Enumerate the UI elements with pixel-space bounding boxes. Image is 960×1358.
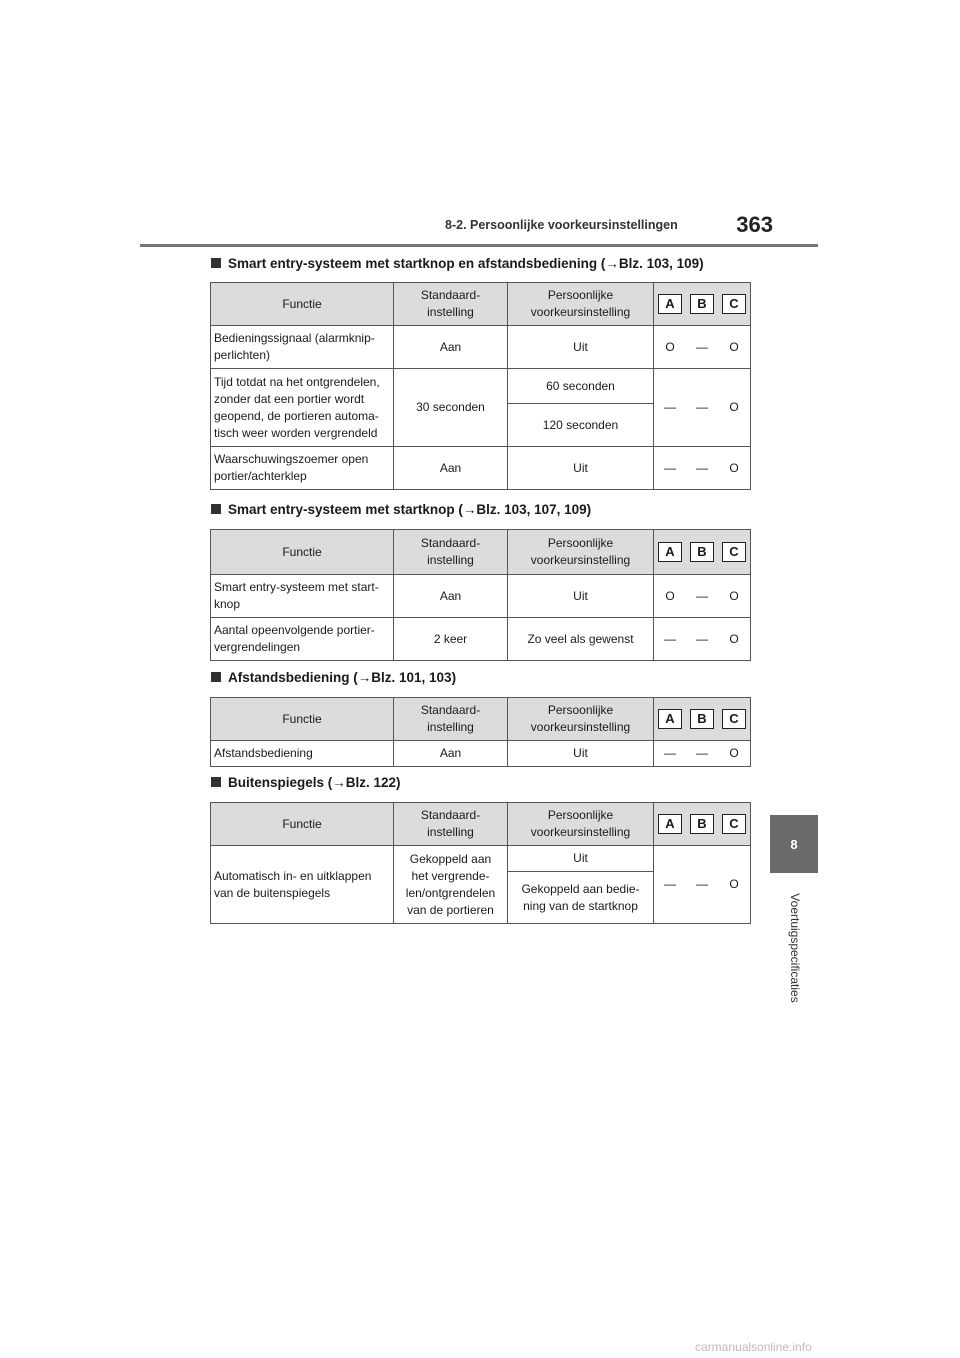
table-row: Gekoppeld aan bedie- ning van de startknop (211, 872, 751, 924)
chapter-number: 8 (790, 836, 798, 852)
header-abc (654, 283, 751, 326)
table-row: Waarschuwingszoemer open portier/achterklep Aan Uit — — O (211, 447, 751, 490)
label-a: A (658, 294, 682, 314)
square-bullet-icon (211, 777, 221, 787)
label-b: B (690, 294, 714, 314)
square-bullet-icon (211, 672, 221, 682)
header-persoonlijk: Persoonlijke voorkeursinstelling (508, 283, 654, 326)
arrow-icon: → (357, 670, 372, 685)
chapter-side-label (785, 885, 805, 1010)
table-header-row: Functie Standaard- instelling Persoonlijke voorkeursinstelling A B C (211, 530, 751, 575)
table-row: Afstandsbediening Aan Uit — — O (211, 741, 751, 767)
table-row: Smart entry-systeem met start- knop Aan Uit O — O (211, 575, 751, 618)
settings-table-1 (210, 282, 751, 490)
chapter-title: Voertuigspecificaties (788, 892, 802, 1003)
page-header (140, 212, 818, 248)
page-number: 363 (736, 212, 773, 237)
header-functie: Functie (211, 283, 394, 326)
watermark: carmanualsonline.info (695, 1340, 812, 1354)
table-row: Tijd totdat na het ontgrendelen, zonder dat een portier wordt geopend, de portieren automa- tisch weer worden vergrendeld 30 seconden 60 seconden — — O (211, 369, 751, 404)
arrow-icon: → (332, 775, 346, 790)
section-heading-4: Buitenspiegels (→Blz. 122) (211, 775, 401, 790)
table-header-row (211, 283, 751, 326)
section-title: 8-2. Persoonlijke voorkeursinstellingen (445, 218, 678, 232)
table-row: Automatisch in- en uitklappen van de buitenspiegels Gekoppeld aan het vergrende- len/ontgrendelen van de portieren Uit — — O (211, 846, 751, 872)
arrow-icon: → (605, 256, 619, 271)
settings-table-2 (210, 529, 751, 661)
settings-table-3 (210, 697, 751, 767)
table-header-row: Functie Standaard- instelling Persoonlijke voorkeursinstelling A B C (211, 698, 751, 741)
square-bullet-icon (211, 504, 221, 514)
header-standaard: Standaard- instelling (394, 283, 508, 326)
table-header-row: Functie Standaard- instelling Persoonlijke voorkeursinstelling A B C (211, 803, 751, 846)
settings-table-4 (210, 802, 751, 924)
section-heading-3: Afstandsbediening (→Blz. 101, 103) (211, 670, 456, 685)
table-row: Aantal opeenvolgende portier- vergrendelingen 2 keer Zo veel als gewenst — — O (211, 618, 751, 661)
table-row: 120 seconden (211, 404, 751, 447)
section-heading-1: Smart entry-systeem met startknop en afstandsbediening (→Blz. 103, 109) (211, 256, 704, 271)
table-row: Bedieningssignaal (alarmknip- perlichten) Aan Uit O — O (211, 326, 751, 369)
square-bullet-icon (211, 258, 221, 268)
arrow-icon: → (462, 502, 477, 517)
label-c: C (722, 294, 746, 314)
chapter-tab (770, 815, 818, 873)
section-heading-2: Smart entry-systeem met startknop (→Blz. 103, 107, 109) (211, 502, 591, 517)
header-rule (140, 244, 818, 247)
